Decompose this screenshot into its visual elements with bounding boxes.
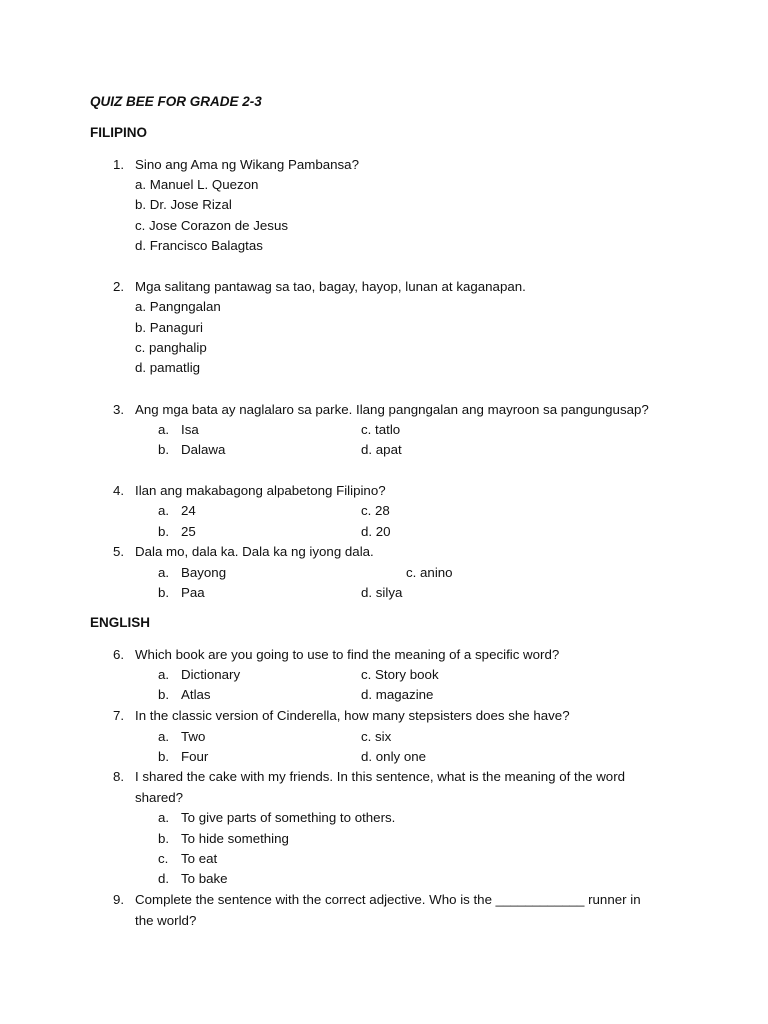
choice: a. Pangngalan — [135, 299, 221, 314]
choice: To eat — [181, 851, 218, 866]
choice-marker: b. — [158, 749, 170, 764]
choice: a. Manuel L. Quezon — [135, 177, 259, 192]
choice: c. anino — [406, 565, 453, 580]
question-text: Which book are you going to use to find the meaning of a specific word? — [135, 647, 560, 662]
choice: 24 — [181, 503, 196, 518]
question-text: Ang mga bata ay naglalaro sa parke. Ilang pangngalan ang mayroon sa pangungusap? — [135, 402, 649, 417]
choice: c. 28 — [361, 503, 390, 518]
choice-marker: c. — [158, 851, 169, 866]
choice: c. tatlo — [361, 422, 401, 437]
choice-marker: a. — [158, 667, 170, 682]
choice-marker: b. — [158, 687, 170, 702]
choice: d. magazine — [361, 687, 434, 702]
question-number: 3. — [113, 402, 125, 417]
choice: d. only one — [361, 749, 427, 764]
choice: 25 — [181, 524, 196, 539]
choice: c. panghalip — [135, 340, 207, 355]
question-text: In the classic version of Cinderella, how many stepsisters does she have? — [135, 708, 570, 723]
choice: c. Story book — [361, 667, 439, 682]
question-number: 1. — [113, 157, 125, 172]
section-heading-english: ENGLISH — [90, 615, 151, 630]
choice-marker: a. — [158, 422, 170, 437]
choice-marker: a. — [158, 565, 170, 580]
choice: To hide something — [181, 831, 289, 846]
choice: Atlas — [181, 687, 211, 702]
choice-marker: b. — [158, 585, 170, 600]
choice: b. Dr. Jose Rizal — [135, 197, 232, 212]
choice: Four — [181, 749, 209, 764]
choice: d. 20 — [361, 524, 391, 539]
choice: d. pamatlig — [135, 360, 201, 375]
choice: Isa — [181, 422, 199, 437]
choice-marker: d. — [158, 871, 170, 886]
choice: To give parts of something to others. — [181, 810, 396, 825]
choice-marker: a. — [158, 729, 170, 744]
choice: Bayong — [181, 565, 227, 580]
choice: d. apat — [361, 442, 402, 457]
question-number: 4. — [113, 483, 125, 498]
choice: To bake — [181, 871, 228, 886]
choice: d. silya — [361, 585, 403, 600]
question-number: 6. — [113, 647, 125, 662]
choice-marker: b. — [158, 442, 170, 457]
section-heading-filipino: FILIPINO — [90, 125, 147, 140]
choice: Two — [181, 729, 206, 744]
choice: c. six — [361, 729, 392, 744]
choice: Dictionary — [181, 667, 241, 682]
choice-marker: b. — [158, 524, 170, 539]
choice: b. Panaguri — [135, 320, 204, 335]
question-number: 8. — [113, 769, 125, 784]
question-text: Ilan ang makabagong alpabetong Filipino? — [135, 483, 386, 498]
question-text-line: shared? — [135, 790, 184, 805]
choice-marker: a. — [158, 503, 170, 518]
choice: c. Jose Corazon de Jesus — [135, 218, 288, 233]
question-text: Mga salitang pantawag sa tao, bagay, hayop, lunan at kaganapan. — [135, 279, 526, 294]
question-text-line: Complete the sentence with the correct adjective. Who is the ____________ runner in — [135, 892, 641, 907]
choice-marker: b. — [158, 831, 170, 846]
question-number: 5. — [113, 544, 125, 559]
question-number: 9. — [113, 892, 125, 907]
question-number: 7. — [113, 708, 125, 723]
choice-marker: a. — [158, 810, 170, 825]
choice: d. Francisco Balagtas — [135, 238, 263, 253]
question-text: Sino ang Ama ng Wikang Pambansa? — [135, 157, 359, 172]
question-text-line: the world? — [135, 913, 197, 928]
question-number: 2. — [113, 279, 125, 294]
question-text-line: I shared the cake with my friends. In this sentence, what is the meaning of the word — [135, 769, 626, 784]
choice: Dalawa — [181, 442, 226, 457]
question-text: Dala mo, dala ka. Dala ka ng iyong dala. — [135, 544, 374, 559]
choice: Paa — [181, 585, 205, 600]
page-title: QUIZ BEE FOR GRADE 2-3 — [90, 94, 262, 109]
